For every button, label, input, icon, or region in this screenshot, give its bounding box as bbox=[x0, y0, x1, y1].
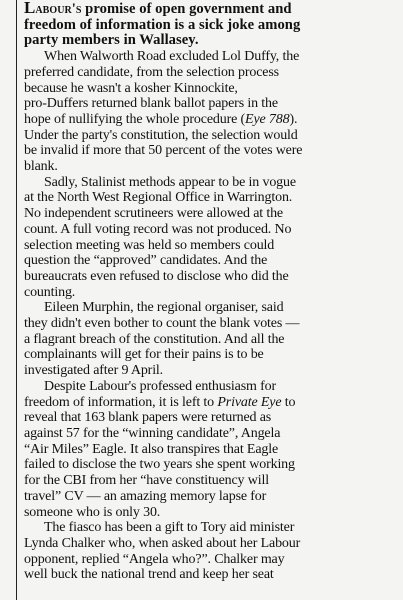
article-line: Despite Labour's professed enthusiasm for bbox=[44, 378, 276, 394]
article-line: selection meeting was held so members could bbox=[24, 237, 275, 253]
article-line: someone who is only 30. bbox=[24, 504, 161, 520]
article-line: blank. bbox=[24, 159, 58, 175]
article-line: freedom of information is a sick joke among bbox=[24, 16, 301, 33]
article-line: reveal that 163 blank papers were returned as bbox=[24, 410, 272, 426]
article-line: count. A full voting record was not produced. No bbox=[24, 221, 292, 237]
article-line: for the CBI from her “have constituency will bbox=[24, 473, 269, 489]
article-line: be invalid if more that 50 percent of the votes were bbox=[24, 143, 303, 159]
article-line: against 57 for the “winning candidate”, Angela bbox=[24, 425, 281, 441]
article-line: they didn't even bother to count the blank votes — bbox=[24, 316, 300, 332]
article-line: because he wasn't a kosher Kinnockite, bbox=[24, 80, 238, 96]
article-line: travel” CV — an amazing memory lapse for bbox=[24, 488, 267, 504]
article-line: When Walworth Road excluded Lol Duffy, the bbox=[44, 49, 300, 65]
article-line: freedom of information, it is left to Private Eye to bbox=[24, 394, 296, 410]
article-line: well buck the national trend and keep her seat bbox=[24, 567, 274, 583]
article-line: The fiasco has been a gift to Tory aid minister bbox=[44, 520, 295, 536]
article-line: preferred candidate, from the selection process bbox=[24, 64, 279, 80]
article-lead-line: Labour's promise of open government and bbox=[24, 0, 292, 17]
article-line: hope of nullifying the whole procedure (Eye 788). bbox=[24, 111, 298, 127]
article-line: question the “approved” candidates. And the bbox=[24, 253, 268, 269]
article-line: at the North West Regional Office in Warrington. bbox=[24, 190, 293, 206]
article-line: Sadly, Stalinist methods appear to be in vogue bbox=[44, 174, 296, 190]
article-line: No independent scrutineers were allowed at the bbox=[24, 206, 283, 222]
article-line: opponent, replied “Angela who?”. Chalker may bbox=[24, 551, 285, 567]
article-line: complainants will get for their pains is to be bbox=[24, 347, 264, 363]
article-line: Lynda Chalker who, when asked about her Labour bbox=[24, 535, 301, 551]
article-line: failed to disclose the two years she spent working bbox=[24, 457, 295, 473]
article-line: bureaucrats even refused to disclose who did the bbox=[24, 268, 289, 284]
article-line: investigated after 9 April. bbox=[24, 363, 164, 379]
article-line: Under the party's constitution, the selection would bbox=[24, 127, 298, 143]
column-rule bbox=[16, 0, 17, 600]
article-line: pro-Duffers returned blank ballot papers in the bbox=[24, 96, 278, 112]
article-column bbox=[24, 0, 396, 583]
article-line: a flagrant breach of the constitution. And all the bbox=[24, 331, 285, 347]
article-line: “Air Miles” Eagle. It also transpires that Eagle bbox=[24, 441, 279, 457]
article-line: Eileen Murphin, the regional organiser, said bbox=[44, 300, 284, 316]
article-line: counting. bbox=[24, 284, 76, 300]
article-line: party members in Wallasey. bbox=[24, 32, 199, 49]
